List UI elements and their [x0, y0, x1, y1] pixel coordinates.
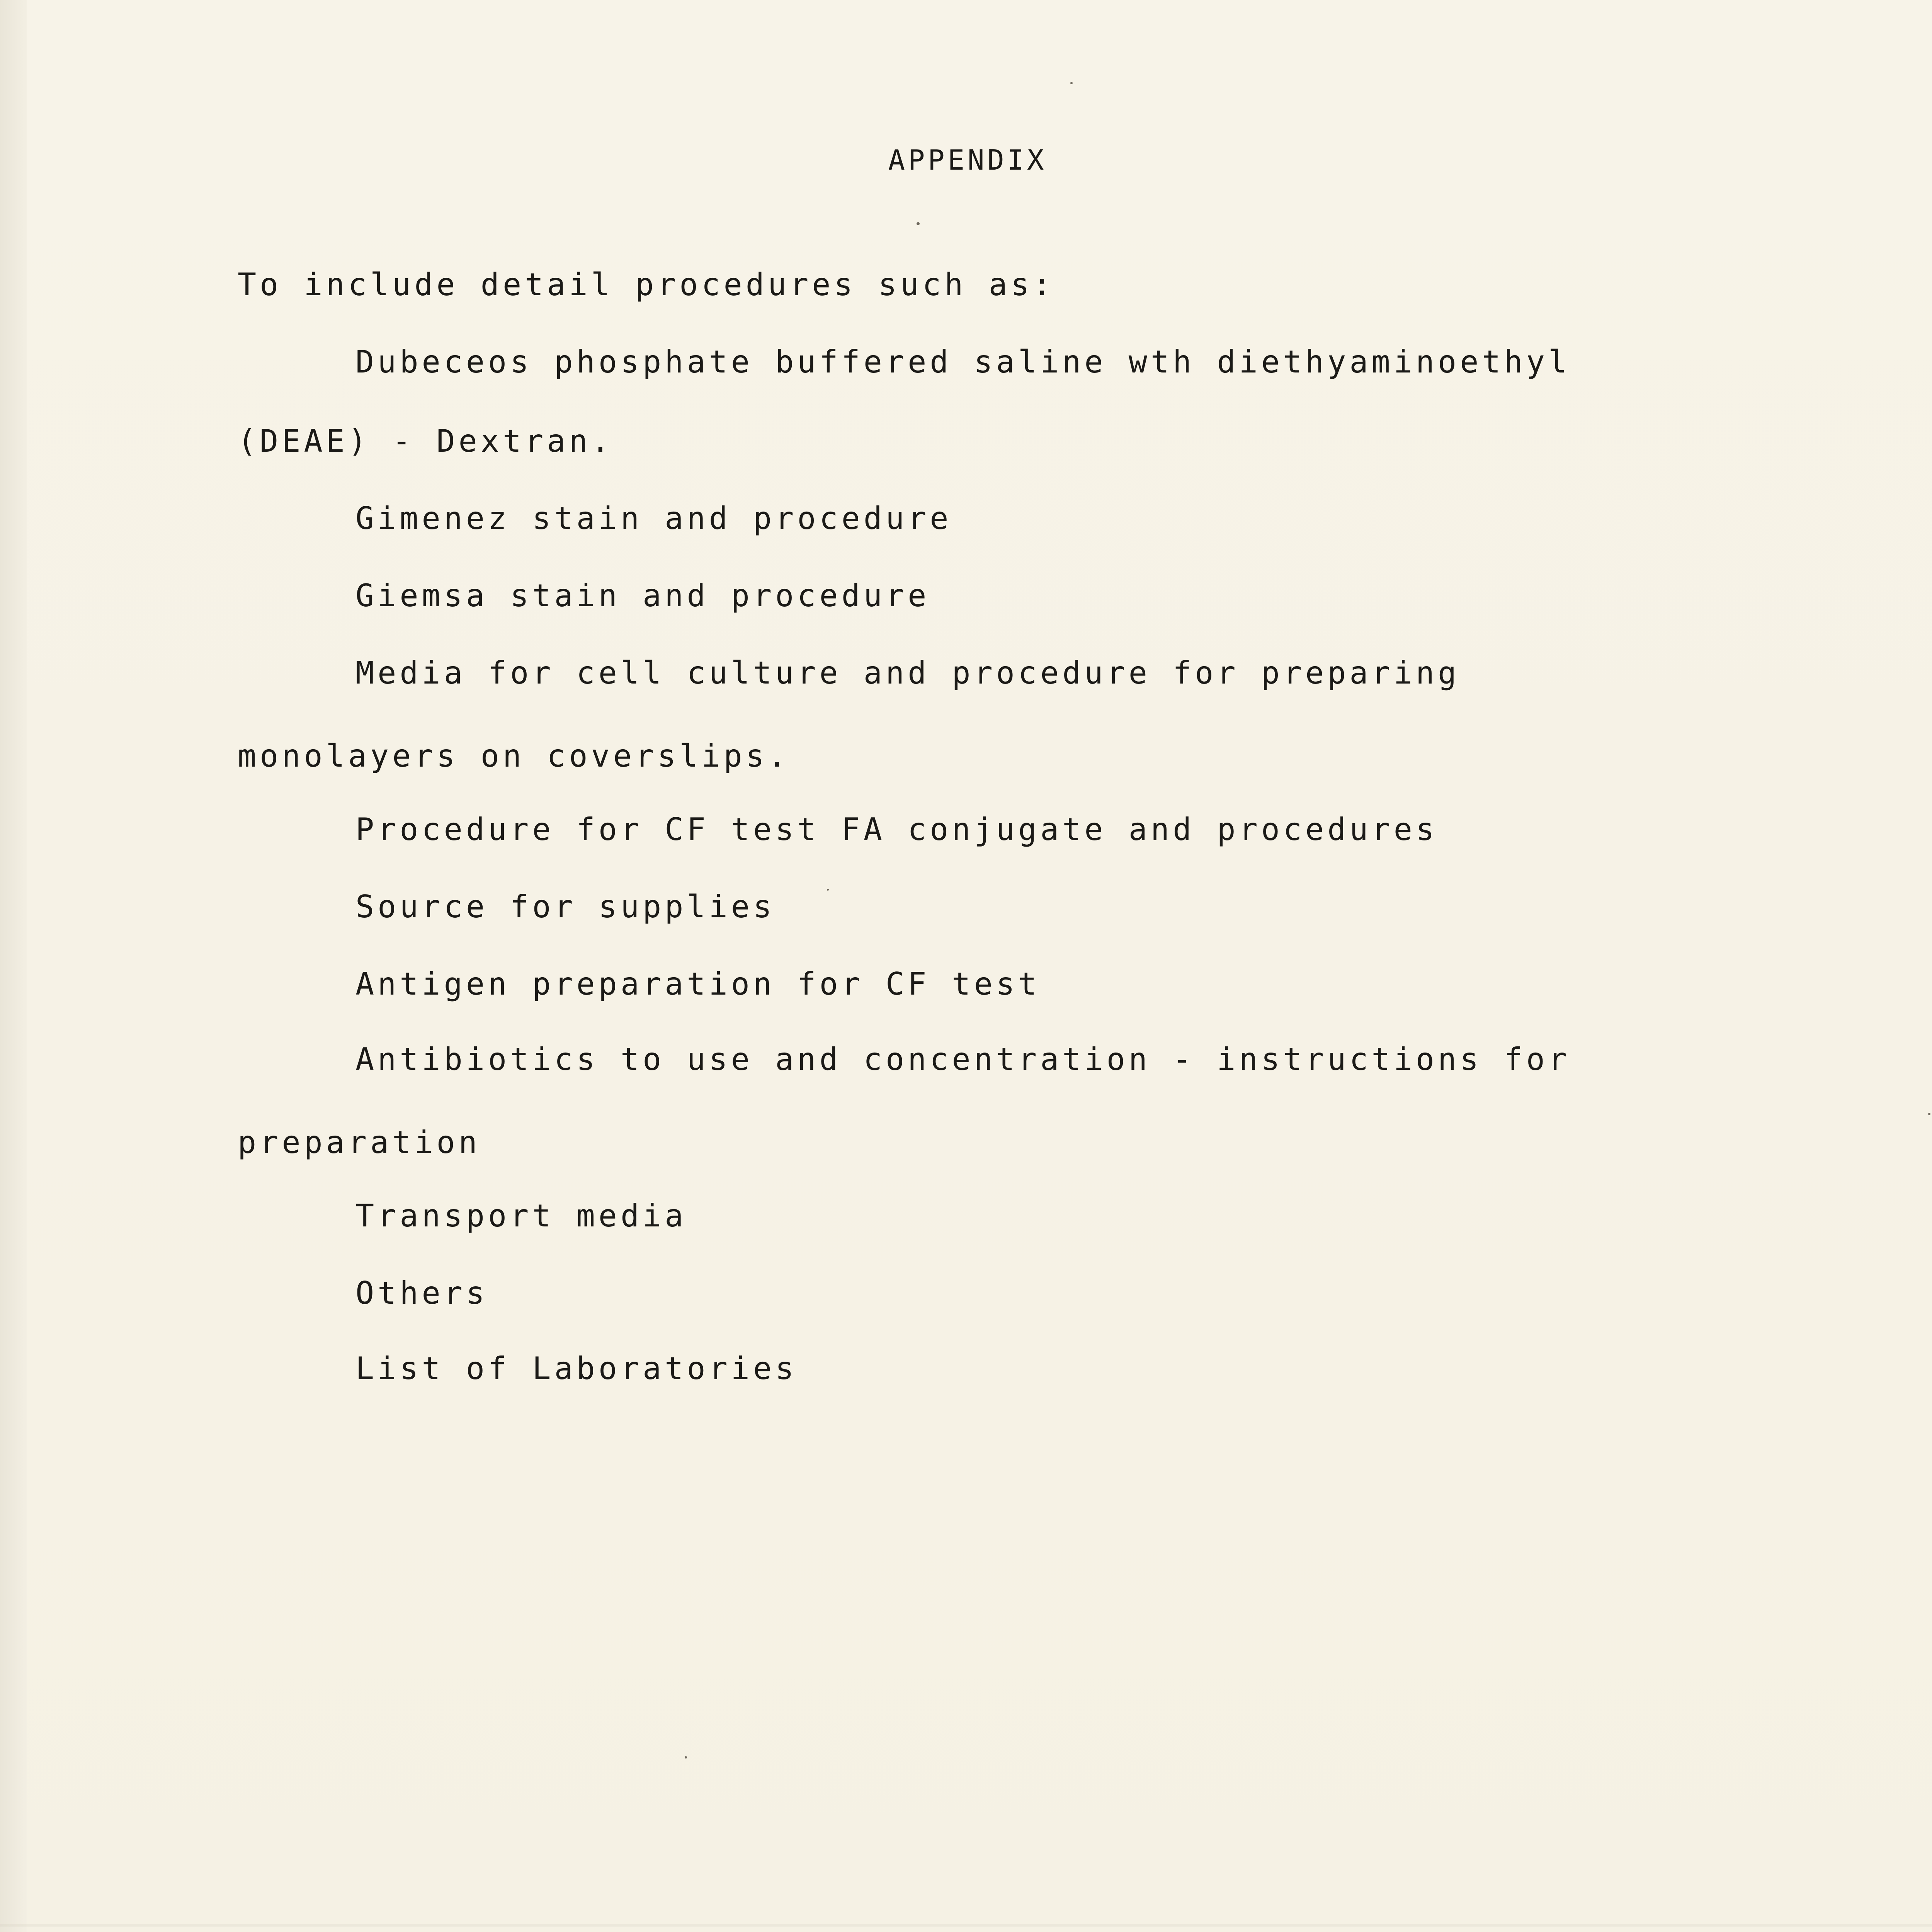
item-1-line-2: (DEAE) - Dextran. — [238, 423, 613, 459]
page-left-edge — [0, 0, 27, 1932]
intro-text: To include detail procedures such as: — [238, 267, 1055, 303]
item-9: Transport media — [355, 1198, 687, 1234]
item-10: Others — [355, 1275, 488, 1311]
item-1-line-1: Dubeceos phosphate buffered saline wth diethyaminoethyl — [355, 344, 1571, 380]
ink-speck — [827, 889, 829, 891]
item-8-line-1: Antibiotics to use and concentration - instructions for — [355, 1041, 1571, 1077]
item-11: List of Laboratories — [355, 1350, 798, 1386]
item-6: Source for supplies — [355, 889, 776, 925]
appendix-heading: APPENDIX — [888, 144, 1047, 176]
page-fold-shadow — [0, 1924, 1932, 1927]
item-4-line-2: monolayers on coverslips. — [238, 738, 790, 774]
item-7: Antigen preparation for CF test — [355, 966, 1041, 1002]
ink-speck — [1928, 1113, 1930, 1115]
item-5: Procedure for CF test FA conjugate and procedures — [355, 811, 1438, 847]
ink-speck — [685, 1756, 687, 1759]
item-4-line-1: Media for cell culture and procedure for preparing — [355, 655, 1460, 691]
ink-speck — [1070, 82, 1073, 84]
ink-speck — [917, 222, 920, 225]
item-2: Gimenez stain and procedure — [355, 500, 952, 536]
item-8-line-2: preparation — [238, 1124, 481, 1160]
item-3: Giemsa stain and procedure — [355, 578, 930, 614]
